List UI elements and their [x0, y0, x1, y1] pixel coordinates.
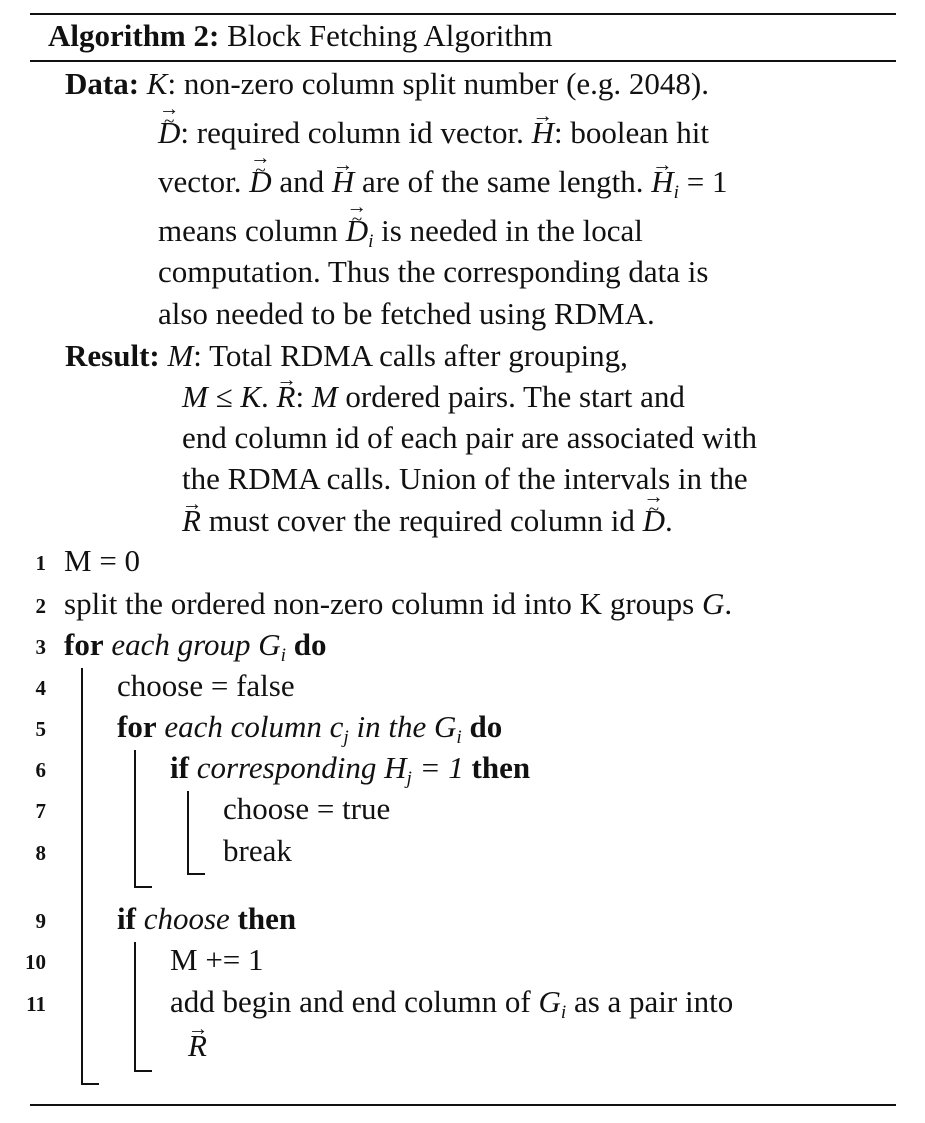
line-number: 11	[26, 992, 46, 1016]
inner-for-block-line	[134, 750, 152, 888]
choose-if-block-line	[134, 942, 152, 1072]
step-8: break	[223, 833, 292, 868]
step-4: choose = false	[117, 668, 295, 703]
result-line-2: M ≤ K. → R: M ordered pairs. The start and	[182, 379, 685, 415]
top-rule	[30, 13, 896, 15]
line-number: 7	[35, 799, 46, 823]
data-line-5: computation. Thus the corresponding data is	[158, 254, 709, 289]
step-3: for each group $G_i$ do	[64, 627, 327, 666]
algorithm-title: Block Fetching Algorithm	[227, 18, 553, 53]
step-9: if choose then	[117, 901, 297, 936]
result-line-5: → R must cover the required column id → D ~.	[182, 503, 673, 539]
data-label: Data:	[65, 66, 140, 101]
step-5: for each column $c_j$ in the $G_i$ do	[117, 709, 503, 748]
if-block-line	[187, 791, 205, 875]
bottom-rule	[30, 1104, 896, 1106]
step-11: add begin and end column of $G_i$ as a pair into	[170, 984, 734, 1023]
data-line-4: means column → D $\sim_i$ is needed in the local	[158, 213, 643, 249]
line-number: 3	[35, 635, 46, 659]
data-line-2: → D ~: required column id vector. → H: boolean hit	[158, 115, 709, 151]
line-number: 10	[25, 950, 46, 974]
step-2: split the ordered non-zero column id into K groups G.	[64, 586, 733, 621]
step-6: if corresponding $H_j = 1$ then	[170, 750, 531, 789]
line-number: 5	[35, 717, 46, 741]
line-number: 2	[35, 594, 46, 618]
for-block-line	[81, 668, 99, 1085]
result-label: Result:	[65, 338, 160, 373]
line-number: 6	[35, 758, 46, 782]
data-line-6: also needed to be fetched using RDMA.	[158, 296, 655, 331]
data-line-3: vector. → D ~ and → H are of the same length. → $H_i = 1$	[158, 164, 727, 200]
line-number: 4	[35, 676, 46, 700]
line-number: 9	[35, 909, 46, 933]
step-1: M = 0	[64, 543, 141, 578]
step-10: M += 1	[170, 942, 264, 977]
result-line-4: the RDMA calls. Union of the intervals in the	[182, 461, 748, 496]
step-11-continuation: → R	[188, 1028, 207, 1064]
algorithm-header	[48, 18, 553, 54]
line-number: 1	[35, 551, 46, 575]
header-rule	[30, 60, 896, 62]
step-7: choose = true	[223, 791, 391, 826]
result-line-3: end column id of each pair are associated with	[182, 420, 757, 455]
algorithm-label: Algorithm 2:	[48, 18, 220, 53]
data-line-1: Data: K: non-zero column split number (e.g. 2048).	[65, 66, 710, 101]
line-number: 8	[35, 841, 46, 865]
result-line-1: Result: M: Total RDMA calls after grouping,	[65, 338, 628, 373]
